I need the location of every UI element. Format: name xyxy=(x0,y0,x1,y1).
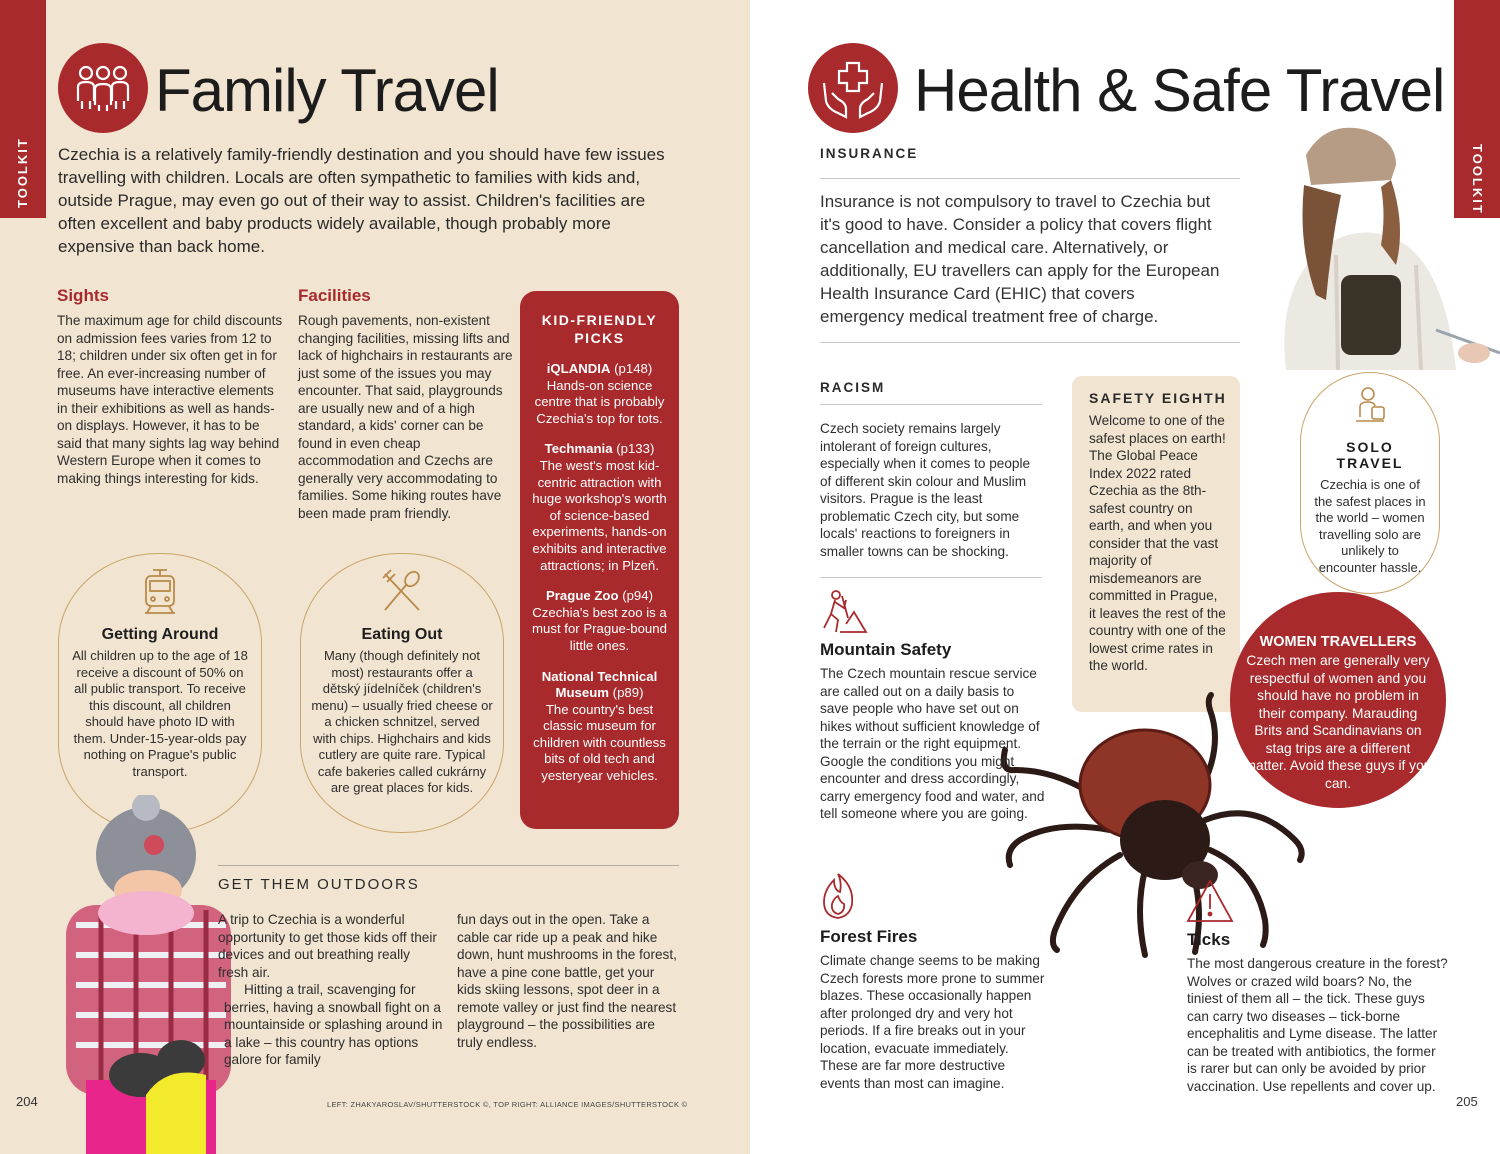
facilities-heading: Facilities xyxy=(298,286,371,305)
getting-around-heading: Getting Around xyxy=(101,626,219,643)
toolkit-tab-label: TOOLKIT xyxy=(1470,144,1485,215)
kid-friendly-picks-box xyxy=(520,291,679,829)
pick-item: iQLANDIA (p148) Hands-on science centre that is probably Czechia's top for tots. xyxy=(534,361,665,426)
toolkit-tab-label: TOOLKIT xyxy=(15,137,30,208)
outdoors-col1-p1: A trip to Czechia is a wonderful opportunity to get those kids off their devices and out breathing really fresh air. xyxy=(218,912,437,980)
solo-traveller-icon xyxy=(1350,385,1390,427)
racism-heading: RACISM xyxy=(820,380,886,395)
racism-rule xyxy=(820,404,1042,405)
hiker-icon xyxy=(818,588,868,634)
woman-traveller-photo xyxy=(1246,125,1500,370)
insurance-heading: INSURANCE xyxy=(820,146,919,161)
forest-fires-body: Climate change seems to be making Czech forests more prone to summer blazes. These occasionally happen after prolonged dry and very hot periods. If a fire breaks out in your location, evacuate immediately. These are far more destructive events than most can imagine. xyxy=(820,953,1045,1091)
safety-eighth-box xyxy=(1072,376,1240,712)
sights-body: The maximum age for child discounts on admission fees varies from 12 to 18; children under six often get in for free. An ever-increasing number of museums have interactive elements in their exhibitions as well as hands-on displays. However, it has to be said that many sights lag way behind Western Europe when it comes to making things interesting for kids. xyxy=(57,313,283,486)
forest-fires-heading: Forest Fires xyxy=(820,927,918,946)
getting-around-panel xyxy=(58,553,262,833)
solo-travel-heading: SOLO TRAVEL xyxy=(1336,439,1404,471)
racism-bottom-rule xyxy=(820,577,1042,578)
outdoors-rule xyxy=(218,865,679,866)
ticks-body: The most dangerous creature in the forest? Wolves or crazed wild boars? No, the tiniest of them all – the tick. These guys can carry two diseases – tick-borne encephalitis and Lyme disease. The latter can be treated with antibiotics, the former is rarer but can only be avoided by prior vaccination. Use repellents and cover up. xyxy=(1187,956,1448,1094)
kid-friendly-heading: KID-FRIENDLY PICKS xyxy=(541,312,658,346)
pick-item: National Technical Museum (p89) The country's best classic museum for children with countless bits of old tech and yesteryear vehicles. xyxy=(533,668,666,784)
page-title: Health & Safe Travel xyxy=(914,57,1445,124)
women-travellers-body: Czech men are generally very respectful of women and you should have no problem in their company. Marauding Brits and Scandinavians on stag trips are a different matter. Avoid these guys if you can. xyxy=(1244,653,1432,791)
toolkit-tab-left xyxy=(0,0,46,218)
solo-travel-panel xyxy=(1300,372,1440,594)
insurance-bottom-rule xyxy=(820,342,1240,343)
safety-eighth-body: Welcome to one of the safest places on earth! The Global Peace Index 2022 rated Czechia as the 8th-safest country on earth, and when you consider that the vast majority of misdemeanors are committed in Prague, it leaves the rest of the country with one of the lowest crime rates in the world. xyxy=(1089,413,1226,673)
outdoors-col2: fun days out in the open. Take a cable car ride up a peak and hike down, hunt mushrooms in the forest, have a pine cone battle, get your kids skiing lessons, spot deer in a remote valley or just find the nearest playground – the possibilities are truly endless. xyxy=(457,912,677,1050)
health-hands-icon xyxy=(808,43,898,133)
pick-item: Techmania (p133) The west's most kid-centric attraction with huge workshop's worth of science-based experiments, hands-on exhibits and interactive attractions; in Plzeň. xyxy=(532,441,667,573)
racism-body: Czech society remains largely intolerant of foreign cultures, especially when it comes to people of different skin colour and Muslim visitors. Prague is the least problematic Czech city, but some locals' reactions to foreigners in smaller towns can be shocking. xyxy=(820,421,1031,559)
mountain-safety-body: The Czech mountain rescue service are called out on a daily basis to save people who have set out on hikes without sufficient knowledge of the terrain or the right equipment. Google the conditions you might encounter and dress accordingly, carry emergency food and water, and tell someone where you are going. xyxy=(820,666,1045,821)
insurance-rule xyxy=(820,178,1240,179)
ticks-heading: Ticks xyxy=(1187,930,1231,949)
page-number-left: 204 xyxy=(16,1094,38,1109)
family-icon xyxy=(58,43,148,133)
facilities-body: Rough pavements, non-existent changing facilities, missing lifts and lack of highchairs in restaurants are just some of the issues you may encounter. That said, playgrounds are usually new and of a high standard, a kids' corner can be found in even cheap accommodation and Czechs are generally very accommodating to families. Some hiking routes have been made pram friendly. xyxy=(298,313,513,521)
fork-spoon-icon xyxy=(379,568,425,616)
page-number-right: 205 xyxy=(1456,1094,1478,1109)
outdoors-col1-p2: Hitting a trail, scavenging for berries, having a snowball fight on a mountainside or splashing around in a lake – this country has options galore for family xyxy=(224,982,443,1067)
solo-travel-body: Czechia is one of the safest places in the world – women travelling solo are unlikely to encounter hassle. xyxy=(1314,477,1426,575)
pick-item: Prague Zoo (p94) Czechia's best zoo is a must for Prague-bound little ones. xyxy=(532,588,667,653)
warning-icon xyxy=(1186,878,1234,924)
intro-paragraph: Czechia is a relatively family-friendly destination and you should have few issues travelling with children. Locals are often sympathetic to families with kids and, outside Prague, may even go out of their way to assist. Children's facilities are often excellent and baby products widely available, though probably more expensive than back home. xyxy=(58,145,665,256)
insurance-body: Insurance is not compulsory to travel to Czechia but it's good to have. Consider a policy that covers flight cancellation and medical care. Alternatively, or additionally, EU travellers can apply for the European Health Insurance Card (EHIC) that covers emergency medical treatment free of charge. xyxy=(820,192,1220,326)
eating-out-heading: Eating Out xyxy=(361,626,443,643)
photo-credit: LEFT: ZHAKYAROSLAV/SHUTTERSTOCK ©, TOP RIGHT: ALLIANCE IMAGES/SHUTTERSTOCK © xyxy=(327,1100,688,1109)
right-page xyxy=(750,0,1500,1154)
sights-heading: Sights xyxy=(57,286,109,305)
page-title: Family Travel xyxy=(155,57,499,124)
mountain-safety-heading: Mountain Safety xyxy=(820,640,952,659)
fire-icon xyxy=(820,872,856,920)
getting-around-body: All children up to the age of 18 receive a discount of 50% on all public transport. To receive this discount, all children should have photo ID with them. Under-15-year-olds pay nothing on Prague's public transport. xyxy=(72,648,248,779)
women-travellers-heading: WOMEN TRAVELLERS xyxy=(1259,634,1417,650)
outdoors-heading: GET THEM OUTDOORS xyxy=(218,876,420,893)
safety-eighth-heading: SAFETY EIGHTH xyxy=(1089,390,1227,406)
eating-out-panel xyxy=(300,553,504,833)
tram-icon xyxy=(137,566,183,616)
child-in-snow-photo xyxy=(56,795,236,1154)
eating-out-body: Many (though definitely not most) restaurants offer a dětský jídelníček (children's menu) – usually fried cheese or a chicken schnitzel, served with chips. Highchairs and kids cutlery are quite rare. Typical cafe bakeries called cukrárny are great places for kids. xyxy=(311,648,493,795)
